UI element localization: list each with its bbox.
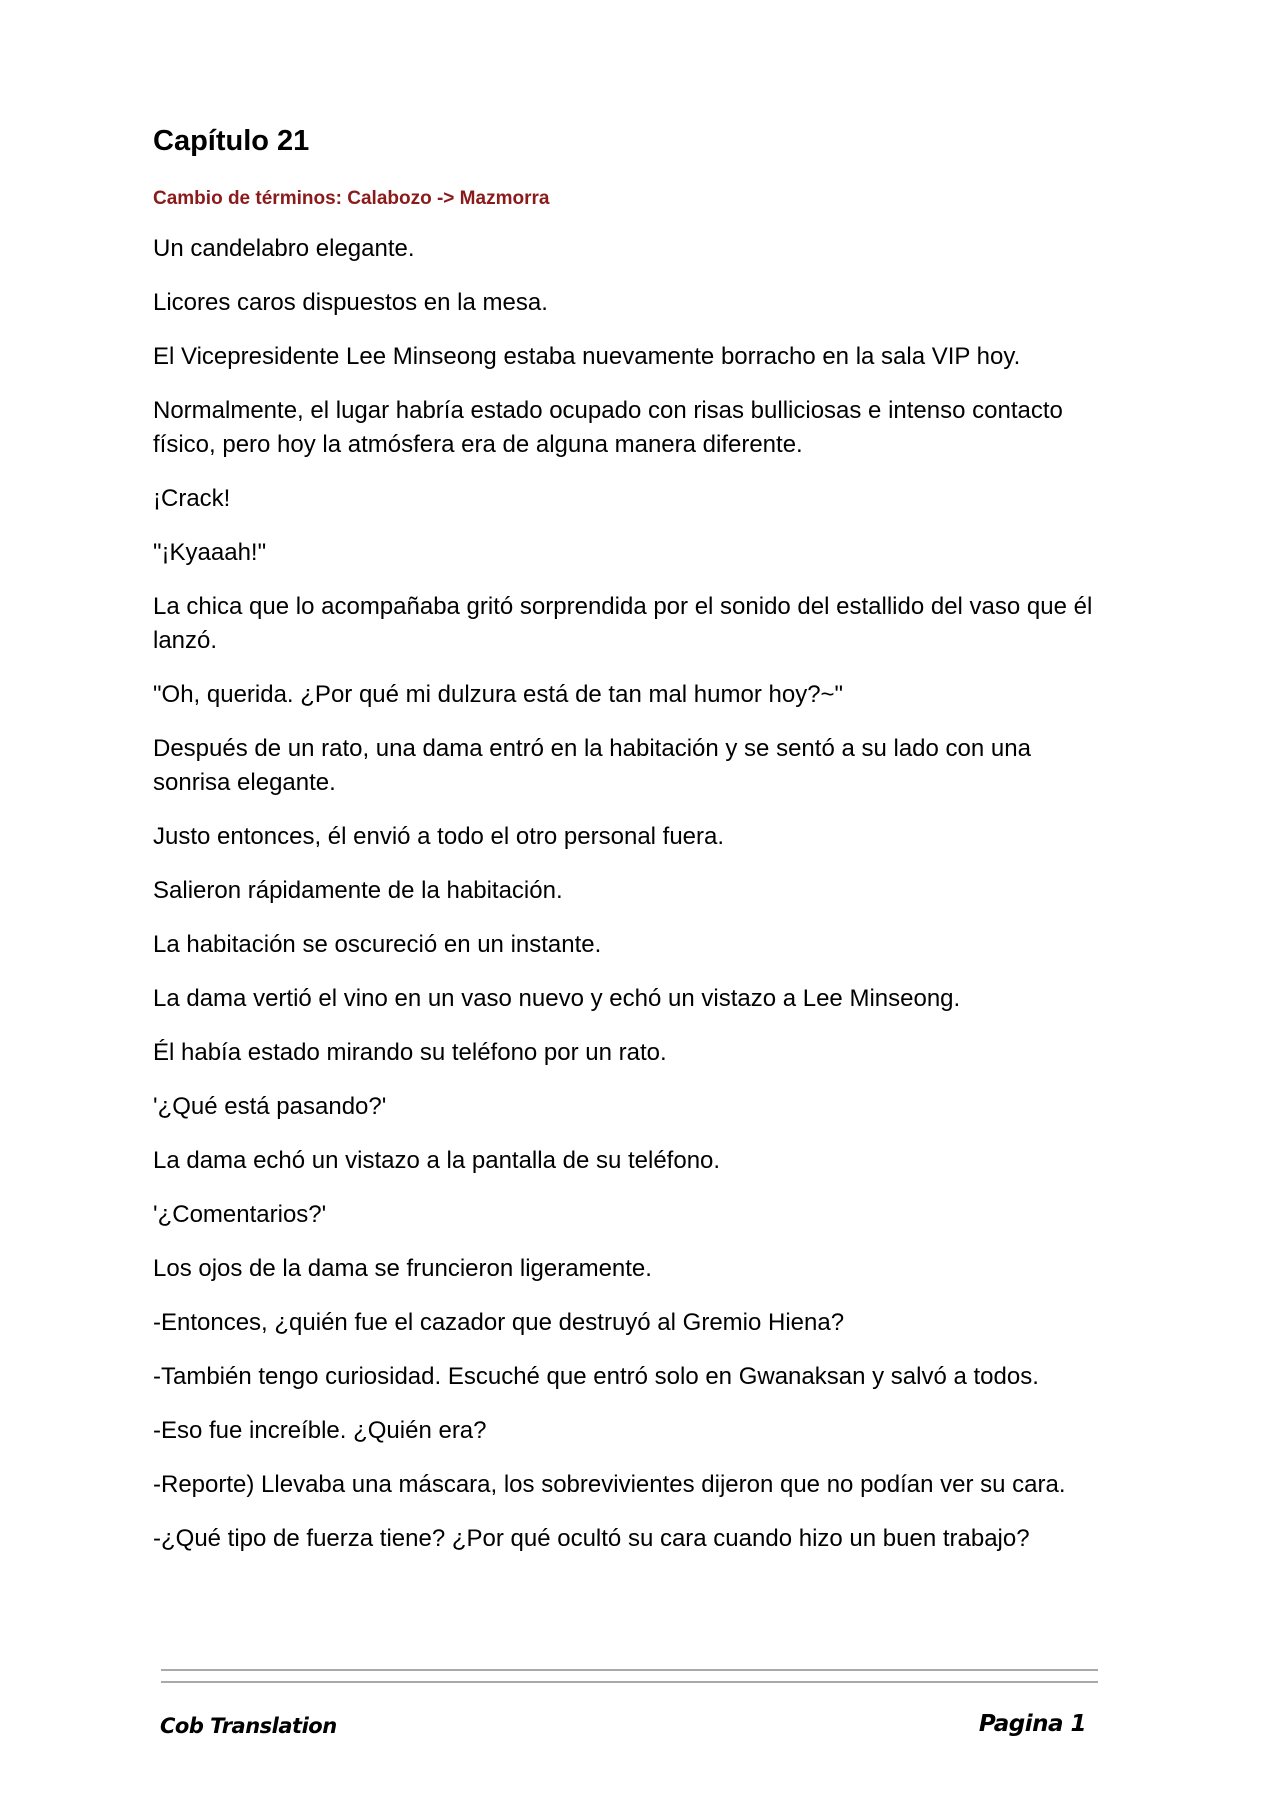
- paragraph: La chica que lo acompañaba gritó sorprendida por el sonido del estallido del vaso que él lanzó.: [153, 593, 1093, 654]
- paragraph: -También tengo curiosidad. Escuché que entró solo en Gwanaksan y salvó a todos.: [153, 1363, 1039, 1390]
- paragraph: Salieron rápidamente de la habitación.: [153, 877, 563, 904]
- paragraph: Los ojos de la dama se fruncieron ligeramente.: [153, 1255, 652, 1282]
- paragraph: ¡Crack!: [153, 485, 231, 512]
- paragraph: -Entonces, ¿quién fue el cazador que destruyó al Gremio Hiena?: [153, 1309, 845, 1336]
- paragraph: La dama echó un vistazo a la pantalla de su teléfono.: [153, 1147, 721, 1174]
- paragraph: Normalmente, el lugar habría estado ocupado con risas bulliciosas e intenso contacto físico, pero hoy la atmósfera era de alguna manera diferente.: [153, 397, 1063, 458]
- paragraph: La dama vertió el vino en un vaso nuevo y echó un vistazo a Lee Minseong.: [153, 985, 961, 1012]
- footer-divider-top: [161, 1669, 1098, 1671]
- paragraph: -Reporte) Llevaba una máscara, los sobrevivientes dijeron que no podían ver su cara.: [153, 1471, 1066, 1498]
- paragraph: "¡Kyaaah!": [153, 539, 267, 566]
- paragraph: Licores caros dispuestos en la mesa.: [153, 289, 548, 316]
- chapter-title: Capítulo 21: [153, 125, 310, 157]
- paragraph: Él había estado mirando su teléfono por un rato.: [153, 1039, 667, 1066]
- paragraph: "Oh, querida. ¿Por qué mi dulzura está de tan mal humor hoy?~": [153, 681, 844, 708]
- footer-divider-bottom: [161, 1681, 1098, 1683]
- paragraph: El Vicepresidente Lee Minseong estaba nuevamente borracho en la sala VIP hoy.: [153, 343, 1021, 370]
- paragraph: Un candelabro elegante.: [153, 235, 415, 262]
- paragraph: -Eso fue increíble. ¿Quién era?: [153, 1417, 487, 1444]
- paragraph: Justo entonces, él envió a todo el otro personal fuera.: [153, 823, 725, 850]
- paragraph: La habitación se oscureció en un instante.: [153, 931, 602, 958]
- chapter-body: [153, 232, 1113, 1556]
- footer-translator-credit: Cob Translation: [160, 1714, 337, 1738]
- paragraph: '¿Qué está pasando?': [153, 1093, 387, 1120]
- paragraph: -¿Qué tipo de fuerza tiene? ¿Por qué ocultó su cara cuando hizo un buen trabajo?: [153, 1525, 1030, 1552]
- paragraph: '¿Comentarios?': [153, 1201, 327, 1228]
- term-change-note: Cambio de términos: Calabozo -> Mazmorra: [153, 188, 550, 209]
- paragraph: Después de un rato, una dama entró en la habitación y se sentó a su lado con una sonrisa elegante.: [153, 735, 1031, 796]
- page-content: [153, 120, 1113, 1576]
- footer-page-number: Pagina 1: [978, 1711, 1086, 1737]
